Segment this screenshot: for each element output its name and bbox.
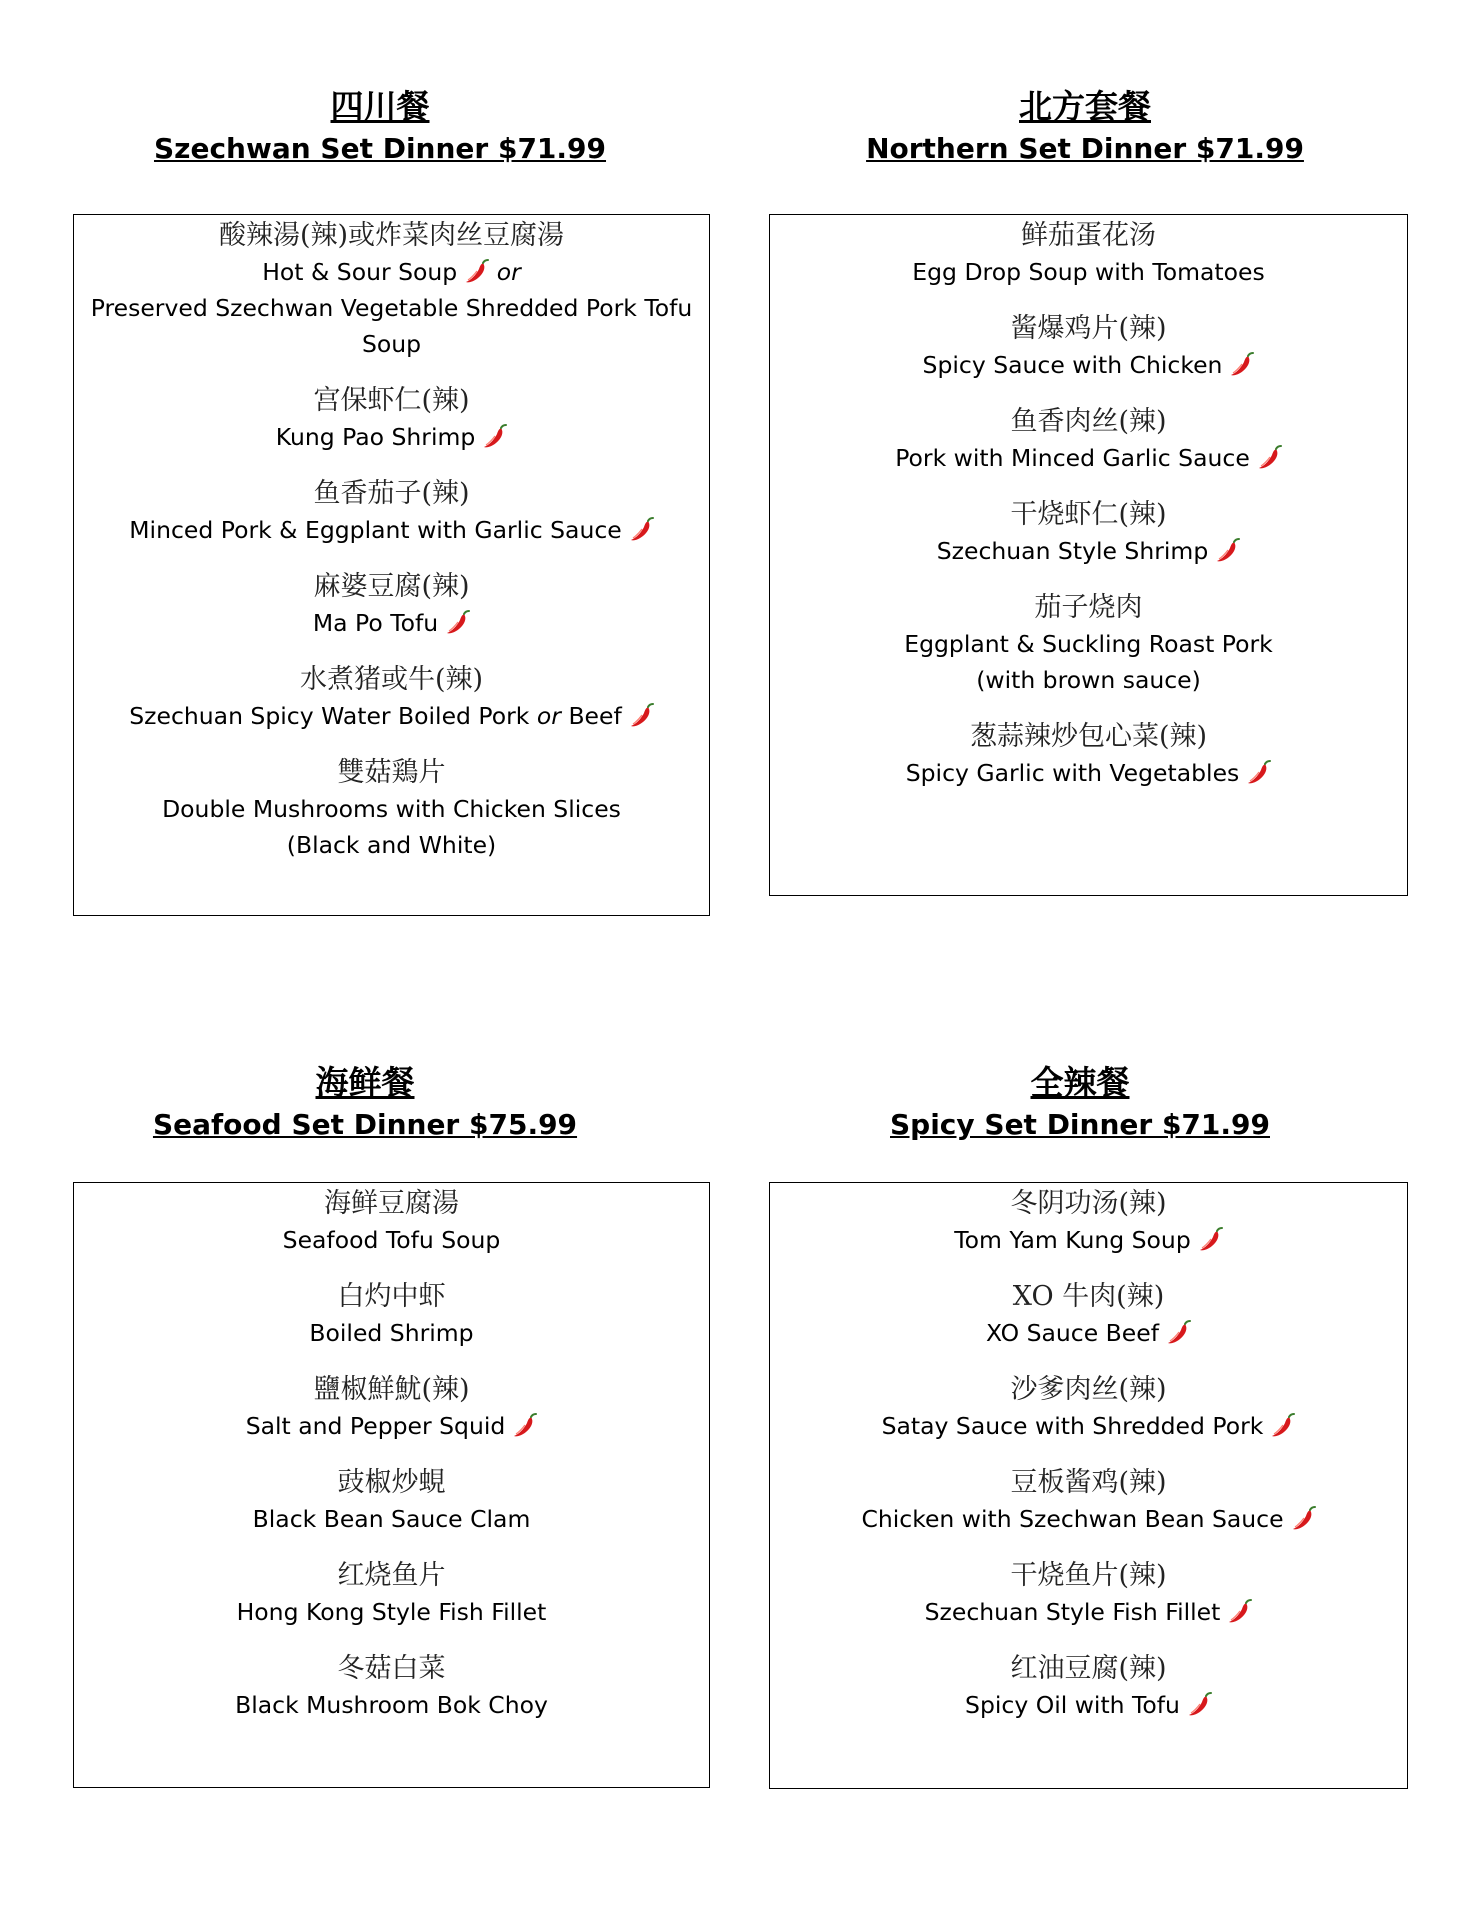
item-cn: XO 牛肉(辣) xyxy=(1012,1281,1165,1312)
item-en: Pork with Minced Garlic Sauce xyxy=(895,444,1250,472)
northern-en-title: Northern Set Dinner $71.99 xyxy=(866,132,1304,165)
chili-pepper-icon xyxy=(628,702,654,728)
chili-pepper-icon xyxy=(481,423,507,449)
item-cn: 红烧鱼片 xyxy=(337,1560,446,1591)
item-en: Szechuan Style Fish Fillet xyxy=(924,1598,1221,1626)
menu-item xyxy=(74,382,709,455)
spicy-menu-box xyxy=(769,1182,1408,1789)
item-cn: 麻婆豆腐(辣) xyxy=(313,571,470,602)
item-en: Hong Kong Style Fish Fillet xyxy=(236,1598,547,1626)
item-cn: 豉椒炒蜆 xyxy=(337,1467,446,1498)
item-or: or xyxy=(496,258,521,286)
szechwan-en-title: Szechwan Set Dinner $71.99 xyxy=(153,132,607,165)
chili-pepper-icon xyxy=(1186,1691,1212,1717)
item-cn: 豆板酱鸡(辣) xyxy=(1010,1467,1167,1498)
item-cn: 冬阴功汤(辣) xyxy=(1010,1188,1167,1219)
chili-pepper-icon xyxy=(1228,351,1254,377)
menu-item xyxy=(74,1185,709,1258)
item-cn: 雙菇鶏片 xyxy=(337,757,446,788)
menu-item xyxy=(770,1464,1407,1537)
northern-cn-title: 北方套餐 xyxy=(1019,87,1151,126)
menu-item xyxy=(770,310,1407,383)
menu-item xyxy=(770,1185,1407,1258)
item-or: or xyxy=(536,702,561,730)
menu-item xyxy=(770,496,1407,569)
menu-item xyxy=(74,1371,709,1444)
menu-item xyxy=(770,1650,1407,1723)
chili-pepper-icon xyxy=(1214,537,1240,563)
item-en-beef: Beef xyxy=(568,702,622,730)
seafood-en-title: Seafood Set Dinner $75.99 xyxy=(152,1108,578,1141)
item-en-line2: (with brown sauce) xyxy=(976,666,1201,694)
chili-pepper-icon xyxy=(1197,1226,1223,1252)
item-en: Hot & Sour Soup xyxy=(262,258,458,286)
item-en: Spicy Garlic with Vegetables xyxy=(905,759,1240,787)
spicy-header xyxy=(820,1062,1340,1146)
northern-menu-box xyxy=(769,214,1408,896)
item-en: Double Mushrooms with Chicken Slices xyxy=(162,795,621,823)
item-en: Black Mushroom Bok Choy xyxy=(235,1691,548,1719)
item-en: Minced Pork & Eggplant with Garlic Sauce xyxy=(129,516,622,544)
chili-pepper-icon xyxy=(1256,444,1282,470)
menu-item xyxy=(74,1464,709,1537)
chili-pepper-icon xyxy=(511,1412,537,1438)
item-en-line2: Preserved Szechwan Vegetable Shredded Pork Tofu xyxy=(90,294,693,322)
item-en-line3: Soup xyxy=(361,330,422,358)
menu-item xyxy=(74,568,709,641)
menu-item xyxy=(74,475,709,548)
item-cn: 红油豆腐(辣) xyxy=(1010,1653,1167,1684)
seafood-menu-box xyxy=(73,1182,710,1788)
chili-pepper-icon xyxy=(1165,1319,1191,1345)
menu-item xyxy=(74,754,709,863)
item-cn: 沙爹肉丝(辣) xyxy=(1010,1374,1167,1405)
chili-pepper-icon xyxy=(1290,1505,1316,1531)
item-en: Ma Po Tofu xyxy=(312,609,439,637)
item-cn: 葱蒜辣炒包心菜(辣) xyxy=(969,721,1208,752)
menu-item xyxy=(74,1278,709,1351)
item-en-line2: (Black and White) xyxy=(286,831,497,859)
item-en: Tom Yam Kung Soup xyxy=(954,1226,1191,1254)
spicy-cn-title: 全辣餐 xyxy=(1030,1063,1130,1102)
item-en: Spicy Oil with Tofu xyxy=(965,1691,1180,1719)
item-cn: 酸辣湯(辣)或炸菜肉丝豆腐湯 xyxy=(218,220,565,251)
seafood-header xyxy=(115,1062,615,1146)
szechwan-cn-title: 四川餐 xyxy=(330,87,430,126)
item-en: Szechuan Style Shrimp xyxy=(936,537,1209,565)
item-en: Satay Sauce with Shredded Pork xyxy=(881,1412,1264,1440)
item-cn: 干烧鱼片(辣) xyxy=(1010,1560,1167,1591)
item-cn: 水煮猪或牛(辣) xyxy=(299,664,484,695)
item-cn: 冬菇白菜 xyxy=(337,1653,446,1684)
menu-item xyxy=(74,661,709,734)
menu-item xyxy=(770,589,1407,698)
item-cn: 白灼中虾 xyxy=(337,1281,446,1312)
item-en: Egg Drop Soup with Tomatoes xyxy=(912,258,1265,286)
item-en: Spicy Sauce with Chicken xyxy=(922,351,1223,379)
szechwan-menu-box xyxy=(73,214,710,916)
szechwan-header xyxy=(115,86,645,170)
item-en: Seafood Tofu Soup xyxy=(282,1226,501,1254)
menu-item xyxy=(74,1650,709,1723)
item-cn: 鱼香肉丝(辣) xyxy=(1010,406,1167,437)
item-en: Kung Pao Shrimp xyxy=(275,423,476,451)
item-en: Black Bean Sauce Clam xyxy=(252,1505,531,1533)
chili-pepper-icon xyxy=(463,258,489,284)
item-en: Eggplant & Suckling Roast Pork xyxy=(904,630,1273,658)
item-en: XO Sauce Beef xyxy=(986,1319,1159,1347)
item-cn: 鲜茄蛋花汤 xyxy=(1021,220,1156,251)
menu-item xyxy=(770,718,1407,791)
item-cn: 干烧虾仁(辣) xyxy=(1010,499,1167,530)
chili-pepper-icon xyxy=(628,516,654,542)
menu-item xyxy=(770,1371,1407,1444)
item-en: Chicken with Szechwan Bean Sauce xyxy=(861,1505,1284,1533)
menu-item xyxy=(770,1557,1407,1630)
item-cn: 鱼香茄子(辣) xyxy=(313,478,470,509)
menu-item xyxy=(770,403,1407,476)
northern-header xyxy=(820,86,1350,170)
menu-item xyxy=(770,1278,1407,1351)
chili-pepper-icon xyxy=(444,609,470,635)
item-en: Boiled Shrimp xyxy=(309,1319,474,1347)
item-cn: 宫保虾仁(辣) xyxy=(313,385,470,416)
menu-item xyxy=(74,1557,709,1630)
spicy-en-title: Spicy Set Dinner $71.99 xyxy=(890,1108,1270,1141)
menu-item xyxy=(770,217,1407,290)
item-cn: 酱爆鸡片(辣) xyxy=(1010,313,1167,344)
item-en: Salt and Pepper Squid xyxy=(245,1412,506,1440)
menu-item xyxy=(74,217,709,362)
chili-pepper-icon xyxy=(1226,1598,1252,1624)
chili-pepper-icon xyxy=(1269,1412,1295,1438)
item-cn: 茄子烧肉 xyxy=(1034,592,1143,623)
item-cn: 海鲜豆腐湯 xyxy=(324,1188,459,1219)
seafood-cn-title: 海鲜餐 xyxy=(315,1063,415,1102)
chili-pepper-icon xyxy=(1245,759,1271,785)
item-en: Szechuan Spicy Water Boiled Pork xyxy=(129,702,530,730)
item-cn: 鹽椒鮮魷(辣) xyxy=(313,1374,470,1405)
